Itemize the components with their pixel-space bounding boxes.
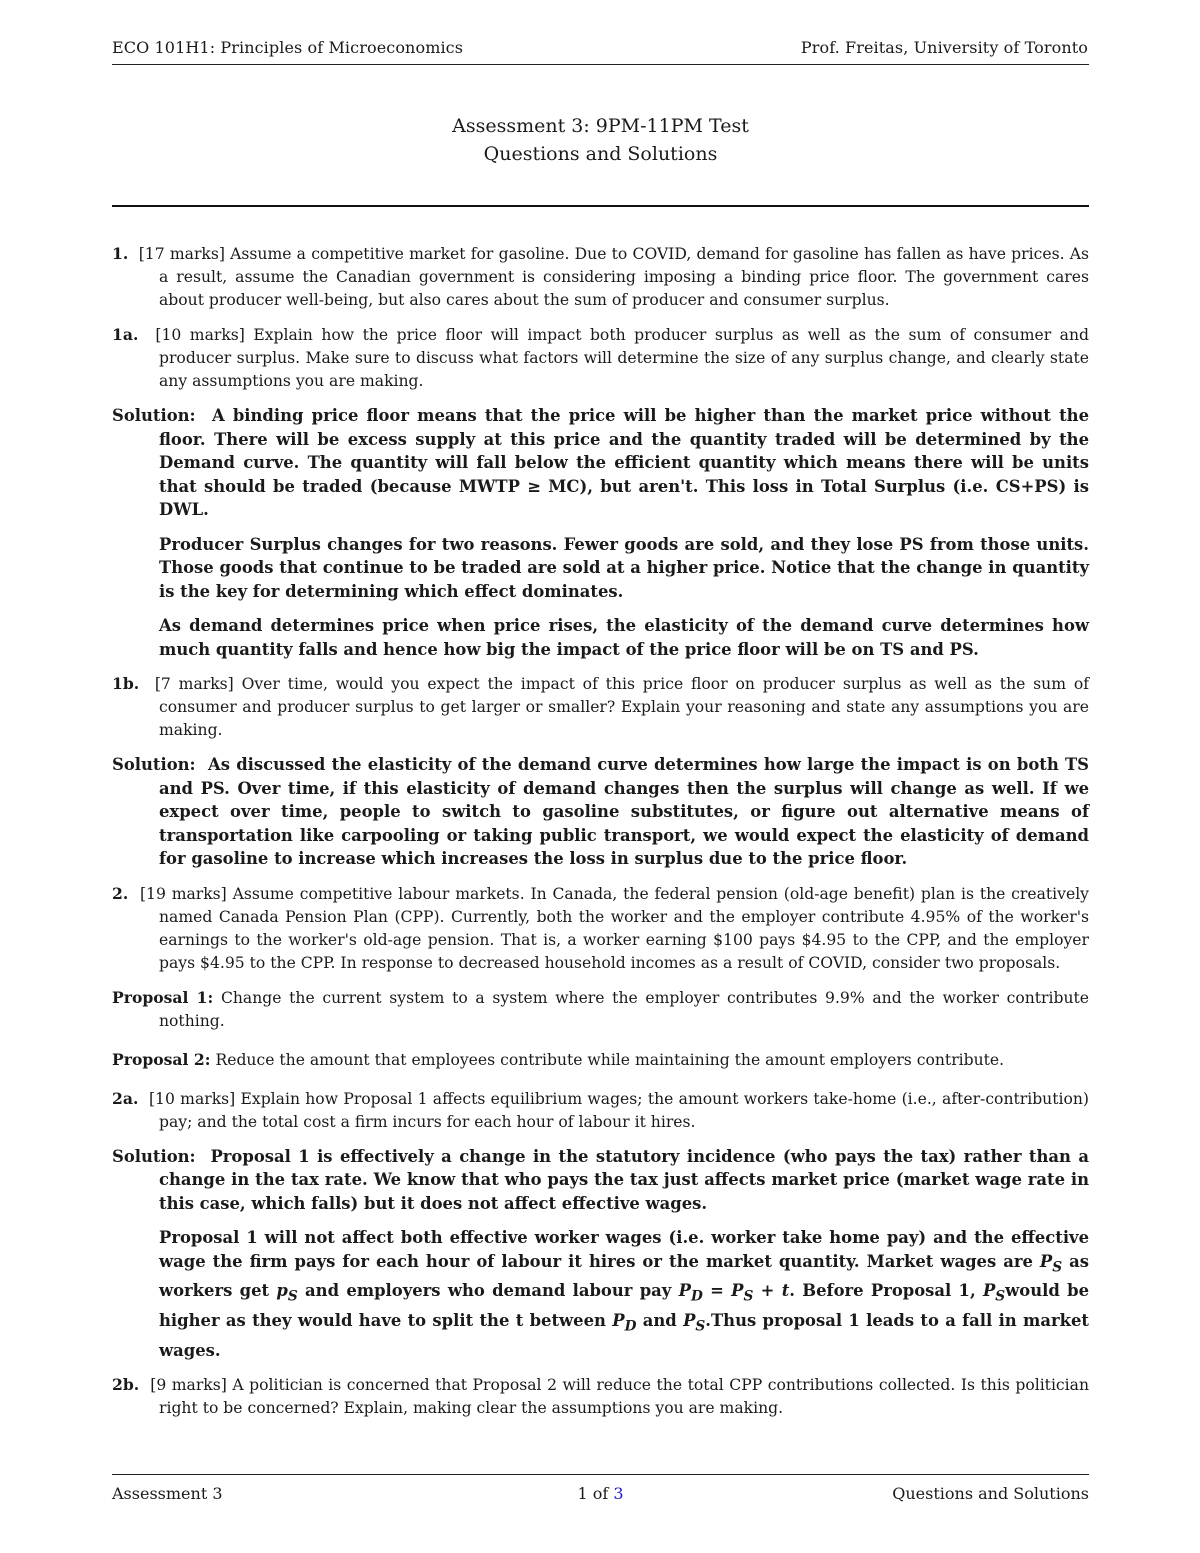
- solution-text: Proposal 1 will not affect both effective worker wages (i.e. worker take home pay) and the effective wage the firm pays for each hour of labour it hires or the market quantity. Market wages are: [159, 1228, 1089, 1271]
- math-symbol: P: [683, 1311, 696, 1331]
- math-subscript: D: [690, 1288, 703, 1305]
- proposal-text: Change the current system to a system where the employer contributes 9.9% and the worker contribute nothing.: [159, 988, 1089, 1030]
- solution-text: Proposal 1 is effectively a change in the statutory incidence (who pays the tax) rather than a change in the tax rate. We know that who pays the tax just affects market price (market wage rate in this case, which falls) but it does not affect effective wages.: [159, 1146, 1089, 1213]
- footer-doc-name: Assessment 3: [112, 1484, 223, 1503]
- solution-label: Solution:: [112, 755, 196, 774]
- proposal-2: [112, 1048, 1089, 1072]
- page-number-text: 1 of: [577, 1484, 614, 1503]
- question-2a: [112, 1087, 1089, 1134]
- solution-1a-paragraph-3: As demand determines price when price rises, the elasticity of the demand curve determines how much quantity falls and hence how big the impact of the price floor will be on TS and PS.: [159, 616, 1089, 659]
- math-symbol: P: [678, 1281, 691, 1301]
- math-symbol: P: [731, 1281, 744, 1301]
- solution-1b: [112, 753, 1089, 871]
- math-symbol: P: [982, 1281, 996, 1301]
- question-2b: [112, 1373, 1089, 1420]
- question-label: 1a.: [112, 325, 139, 344]
- solution-text: and employers who demand labour pay: [297, 1281, 679, 1301]
- math-symbol: t: [781, 1281, 790, 1301]
- solution-text: =: [702, 1281, 732, 1301]
- header-rule: [112, 64, 1089, 65]
- solution-1a: [112, 404, 1089, 522]
- math-subscript: S: [743, 1288, 754, 1305]
- math-subscript: S: [995, 1288, 1006, 1305]
- question-label: 2.: [112, 883, 129, 903]
- proposal-label: Proposal 1:: [112, 987, 214, 1007]
- solution-text: as workers get: [159, 1251, 1089, 1301]
- solution-text: and: [636, 1311, 684, 1331]
- solution-text: . Before Proposal 1,: [789, 1281, 983, 1301]
- question-text: [19 marks] Assume competitive labour markets. In Canada, the federal pension (old-age benefit) plan is the creatively named Canada Pension Plan (CPP). Currently, both the worker and the employer contribute 4.95% of the worker's earnings to the worker's old-age pension. That is, a worker earning $100 pays $4.95 to the CPP, and the employer pays $4.95 to the CPP. In response to decreased household incomes as a result of COVID, consider two proposals.: [139, 884, 1089, 972]
- course-title: ECO 101H1: Principles of Microeconomics: [112, 38, 464, 57]
- total-pages-link[interactable]: 3: [613, 1484, 624, 1503]
- question-text: [10 marks] Explain how Proposal 1 affects equilibrium wages; the amount workers take-home (i.e., after-contribution) pay; and the total cost a firm incurs for each hour of labour it hires.: [148, 1089, 1089, 1131]
- title-line-2: Questions and Solutions: [483, 143, 718, 165]
- math-subscript: S: [695, 1318, 706, 1335]
- question-1: [112, 242, 1089, 312]
- proposal-text: Reduce the amount that employees contribute while maintaining the amount employers contribute.: [215, 1050, 1005, 1069]
- document-body: [112, 242, 1089, 1431]
- footer-doc-type: Questions and Solutions: [892, 1484, 1089, 1503]
- math-subscript: S: [287, 1288, 298, 1305]
- solution-label: Solution:: [112, 1146, 196, 1166]
- solution-text: +: [753, 1281, 782, 1301]
- question-label: 2a.: [112, 1088, 139, 1108]
- solution-2a: [112, 1145, 1089, 1216]
- document-title: [112, 112, 1089, 168]
- question-1a: [112, 323, 1089, 393]
- math-symbol: p: [276, 1281, 288, 1301]
- page-footer: [112, 1484, 1089, 1508]
- solution-text: A binding price floor means that the price will be higher than the market price without the floor. There will be excess supply at this price and the quantity traded will be determined by the Demand curve. The quantity will fall below the efficient quantity which means there will be units that should be traded (because MWTP ≥ MC), but aren't. This loss in Total Surplus (i.e. CS+PS) is DWL.: [159, 406, 1089, 519]
- math-symbol: P: [612, 1311, 625, 1331]
- math-subscript: S: [1052, 1258, 1063, 1275]
- solution-1a-paragraph-2: Producer Surplus changes for two reasons. Fewer goods are sold, and they lose PS from those units. Those goods that continue to be traded are sold at a higher price. Notice that the change in quantity is the key for determining which effect dominates.: [159, 534, 1089, 601]
- question-label: 2b.: [112, 1375, 140, 1395]
- question-text: [17 marks] Assume a competitive market for gasoline. Due to COVID, demand for gasoline has fallen as have prices. As a result, assume the Canadian government is considering imposing a binding price floor. The government cares about producer well-being, but also cares about the sum of producer and consumer surplus.: [138, 245, 1089, 309]
- footer-rule: [112, 1474, 1089, 1475]
- question-text: [7 marks] Over time, would you expect the impact of this price floor on producer surplus as well as the sum of consumer and producer surplus to get larger or smaller? Explain your reasoning and state any assumptions you are making.: [154, 675, 1089, 739]
- question-2: [112, 882, 1089, 975]
- solution-text: would be higher as they would have to split the t between: [159, 1281, 1090, 1331]
- question-label: 1.: [112, 244, 129, 263]
- question-label: 1b.: [112, 674, 140, 693]
- instructor-affiliation: Prof. Freitas, University of Toronto: [800, 38, 1088, 57]
- title-line-1: Assessment 3: 9PM-11PM Test: [452, 115, 749, 137]
- title-rule: [112, 205, 1089, 207]
- proposal-1: [112, 986, 1089, 1033]
- solution-label: Solution:: [112, 406, 196, 425]
- page-header: [112, 38, 1088, 62]
- question-text: [10 marks] Explain how the price floor will impact both producer surplus as well as the sum of consumer and producer surplus. Make sure to discuss what factors will determine the size of any surplus change, and clearly state any assumptions you are making.: [155, 326, 1089, 390]
- math-subscript: D: [624, 1318, 637, 1335]
- solution-2a-paragraph-2: [159, 1226, 1089, 1362]
- question-1b: [112, 672, 1089, 742]
- proposal-label: Proposal 2:: [112, 1049, 211, 1069]
- solution-text: As discussed the elasticity of the demand curve determines how large the impact is on both TS and PS. Over time, if this elasticity of demand changes then the surplus will change as well. If we expect over time, people to switch to gasoline substitutes, or figure out alternative means of transportation like carpooling or taking public transport, we would expect the elasticity of demand for gasoline to increase which increases the loss in surplus due to the price floor.: [159, 755, 1089, 868]
- question-text: [9 marks] A politician is concerned that Proposal 2 will reduce the total CPP contributions collected. Is this politician right to be concerned? Explain, making clear the assumptions you are making.: [150, 1376, 1089, 1418]
- solution-text: .Thus proposal 1 leads to a fall in market wages.: [159, 1311, 1089, 1360]
- math-symbol: P: [1039, 1251, 1053, 1271]
